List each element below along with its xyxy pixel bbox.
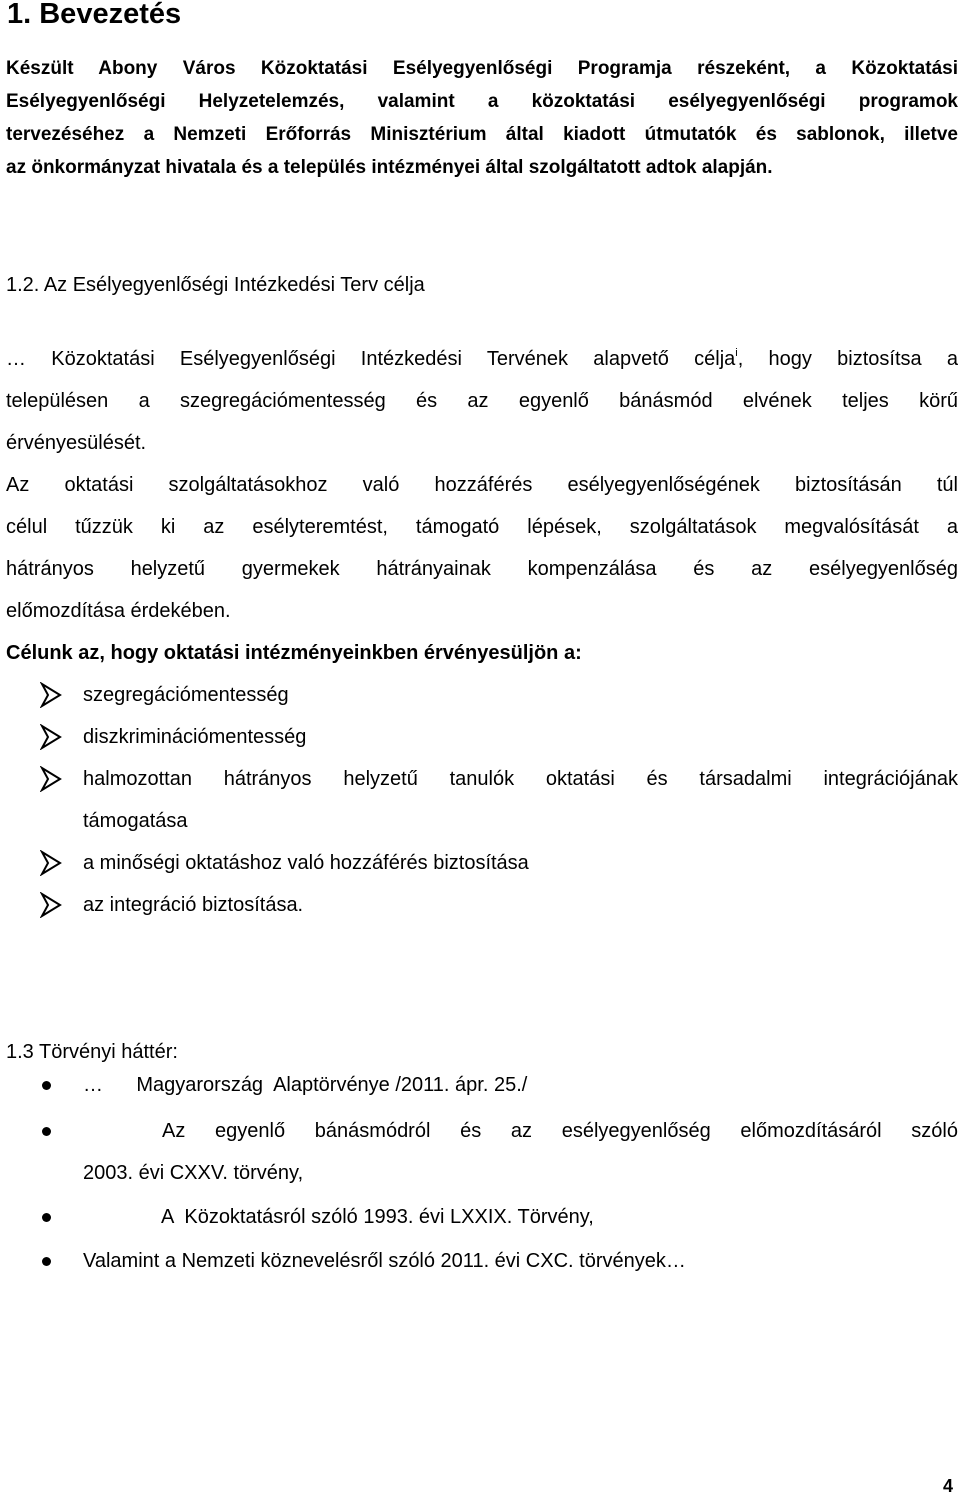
intro-line: tervezéséhez a Nemzeti Erőforrás Minisztérium által kiadott útmutatók és sablonok, illetve xyxy=(6,124,958,145)
purpose-text-after-footnote: , hogy biztosítsa a xyxy=(737,348,959,370)
arrow-bullet-icon xyxy=(40,850,64,876)
list-item-text: Az egyenlő bánásmódról és az esélyegyenlőség előmozdításáról szóló xyxy=(162,1120,958,1142)
goal-heading: Célunk az, hogy oktatási intézményeinkben érvényesüljön a: xyxy=(6,642,582,664)
list-item-text: támogatása xyxy=(83,810,188,832)
list-item-text: halmozottan hátrányos helyzetű tanulók oktatási és társadalmi integrációjának xyxy=(83,768,958,790)
intro-paragraph xyxy=(6,52,958,184)
arrow-bullet-icon xyxy=(40,724,64,750)
bullet-dot-icon xyxy=(42,1081,51,1090)
arrow-bullet-icon xyxy=(40,892,64,918)
section-heading-bevezetes: 1. Bevezetés xyxy=(7,0,182,30)
subsection-heading-terv-celja: 1.2. Az Esélyegyenlőségi Intézkedési Terv célja xyxy=(6,274,425,296)
subsection-heading-torvenyi-hatter: 1.3 Törvényi háttér: xyxy=(6,1041,178,1063)
arrow-bullet-icon xyxy=(40,766,64,792)
list-item-text: Valamint a Nemzeti köznevelésről szóló 2011. évi CXC. törvények… xyxy=(83,1250,686,1272)
list-item-text: A Közoktatásról szóló 1993. évi LXXIX. Törvény, xyxy=(161,1206,594,1228)
access-line: előmozdítása érdekében. xyxy=(6,600,231,622)
list-item-text: a minőségi oktatáshoz való hozzáférés biztosítása xyxy=(83,852,529,874)
list-item-text: az integráció biztosítása. xyxy=(83,894,304,916)
purpose-line: településen a szegregációmentesség és az egyenlő bánásmód elvének teljes körű xyxy=(6,390,958,412)
access-line: Az oktatási szolgáltatásokhoz való hozzáférés esélyegyenlőségének biztosításán túl xyxy=(6,474,958,496)
access-line: hátrányos helyzetű gyermekek hátrányainak kompenzálása és az esélyegyenlőség xyxy=(6,558,958,580)
arrow-bullet-icon xyxy=(40,682,64,708)
intro-line: az önkormányzat hivatala és a település intézményei által szolgáltatott adtok alapján. xyxy=(6,157,773,178)
list-item-text: 2003. évi CXXV. törvény, xyxy=(83,1162,304,1184)
purpose-paragraph xyxy=(6,338,958,464)
purpose-line xyxy=(6,338,958,380)
purpose-text-before-footnote: … Közoktatási Esélyegyenlőségi Intézkedési Tervének alapvető célja xyxy=(6,348,736,370)
intro-line: Esélyegyenlőségi Helyzetelemzés, valamint a közoktatási esélyegyenlőségi programok xyxy=(6,91,958,112)
purpose-line: érvényesülését. xyxy=(6,432,147,454)
list-item-text: szegregációmentesség xyxy=(83,684,289,706)
access-line: célul tűzzük ki az esélyteremtést, támogató lépések, szolgáltatások megvalósítását a xyxy=(6,516,958,538)
page-number: 4 xyxy=(943,1476,954,1496)
list-item-text: … Magyarország Alaptörvénye /2011. ápr. 25./ xyxy=(83,1074,528,1096)
access-paragraph xyxy=(6,464,958,632)
bullet-dot-icon xyxy=(42,1213,51,1222)
bullet-dot-icon xyxy=(42,1127,51,1136)
bullet-dot-icon xyxy=(42,1257,51,1266)
intro-line: Készült Abony Város Közoktatási Esélyegyenlőségi Programja részeként, a Közoktatási xyxy=(6,58,958,79)
footnote-marker[interactable]: i xyxy=(735,347,738,359)
list-item-text: diszkriminációmentesség xyxy=(83,726,307,748)
